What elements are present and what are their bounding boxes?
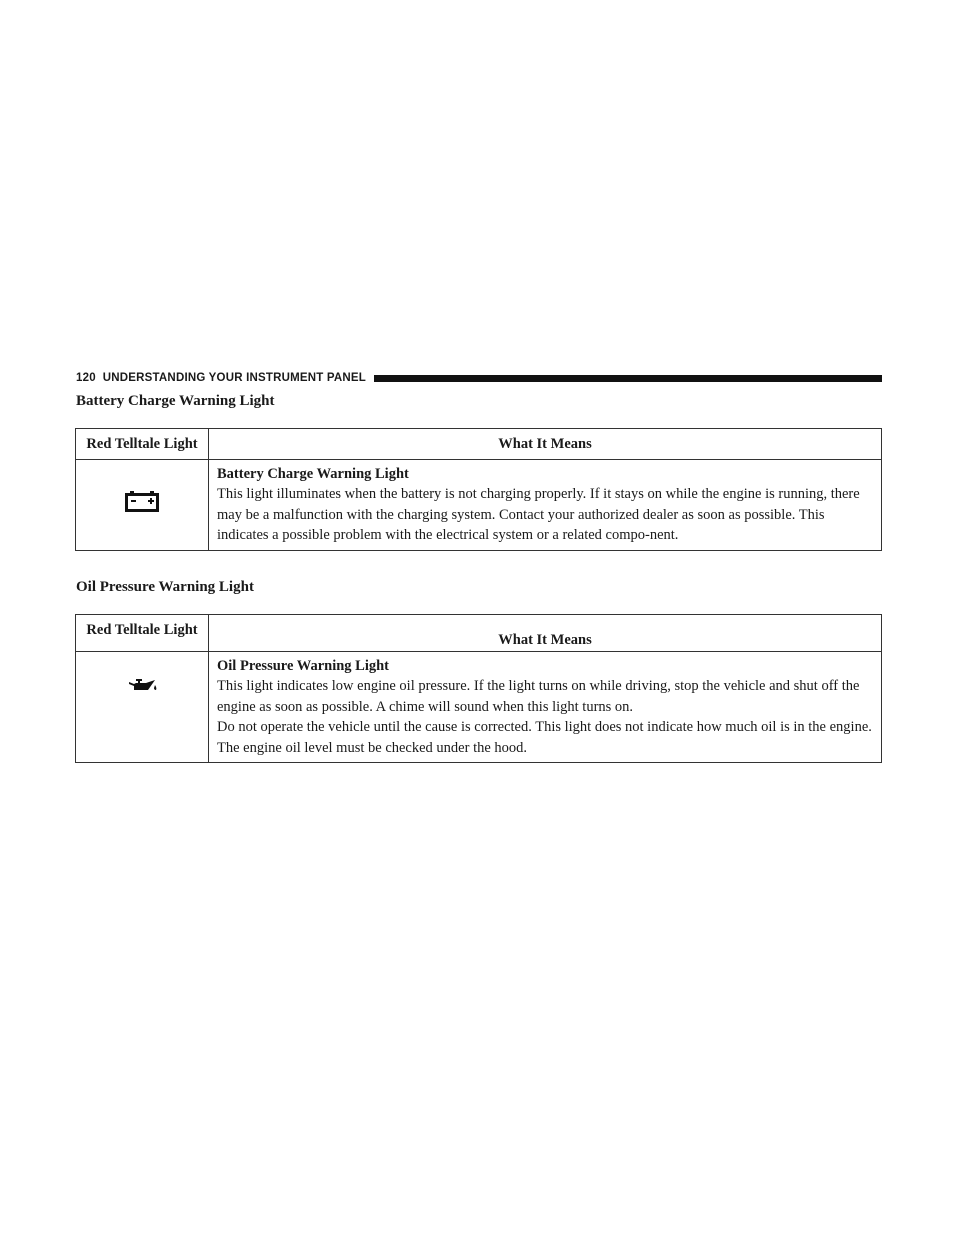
- entry-text: Do not operate the vehicle until the cause is corrected. This light does not indicate how much oil is in the engine. The engine oil level must be checked under the hood.: [217, 719, 872, 756]
- battery-section-heading: Battery Charge Warning Light: [76, 393, 275, 409]
- entry-text: This light illuminates when the battery is not charging properly. If it stays on while the engine is running, there may be a malfunction with the charging system. Contact your authorized dealer as soon as possible. This indicates a possible problem with the electrical system or a related compo-nent.: [217, 486, 860, 543]
- oil-can-icon: [124, 674, 160, 698]
- column-header-light-label: Red Telltale Light: [86, 436, 198, 452]
- column-header-light: [76, 429, 209, 460]
- column-header-means-label: What It Means: [498, 632, 592, 648]
- telltale-description-cell: [209, 651, 882, 763]
- column-header-means: [209, 615, 882, 652]
- page-header: [76, 369, 882, 387]
- column-header-light-label: Red Telltale Light: [86, 622, 198, 638]
- telltale-icon-cell: [76, 651, 209, 763]
- page-number: 120: [76, 372, 96, 384]
- table-row: [76, 459, 882, 550]
- oil-section-heading: Oil Pressure Warning Light: [76, 579, 254, 595]
- column-header-means: [209, 429, 882, 460]
- battery-telltale-table: [75, 428, 882, 551]
- entry-title: Battery Charge Warning Light: [217, 465, 409, 482]
- battery-icon: [124, 489, 160, 513]
- oil-telltale-table: [75, 614, 882, 763]
- telltale-icon-cell: [76, 459, 209, 550]
- column-header-light: [76, 615, 209, 652]
- chapter-title: UNDERSTANDING YOUR INSTRUMENT PANEL: [102, 372, 366, 384]
- entry-text: This light indicates low engine oil pressure. If the light turns on while driving, stop the vehicle and shut off the engine as soon as possible. A chime will sound when this light turns on.: [217, 678, 860, 715]
- table-header-row: [76, 429, 882, 460]
- telltale-description-cell: [209, 459, 882, 550]
- table-header-row: [76, 615, 882, 652]
- entry-title: Oil Pressure Warning Light: [217, 657, 390, 674]
- column-header-means-label: What It Means: [498, 436, 592, 452]
- table-row: [76, 651, 882, 763]
- header-rule: [374, 375, 882, 382]
